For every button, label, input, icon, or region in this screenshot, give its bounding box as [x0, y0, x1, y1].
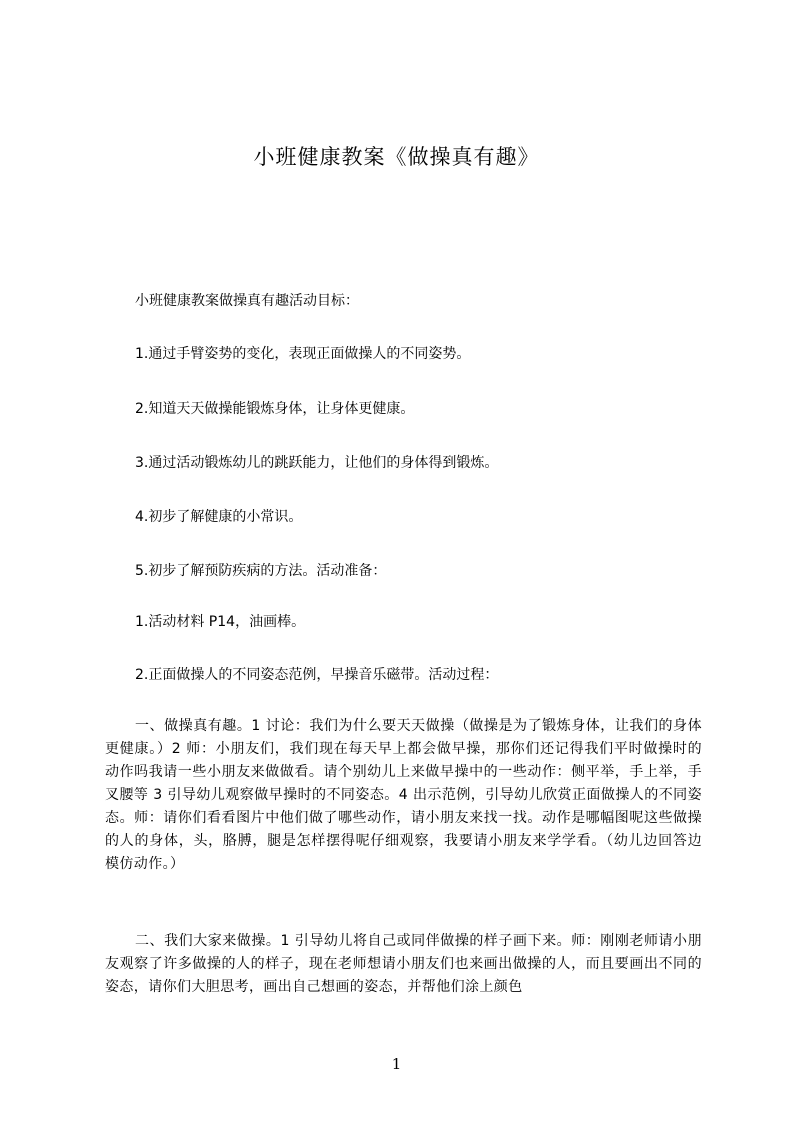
- goal-item-5: 5.初步了解预防疾病的方法。活动准备：: [135, 563, 387, 579]
- preparation-item-1: 1.活动材料 P14，油画棒。: [135, 614, 306, 630]
- goals-intro: 小班健康教案做操真有趣活动目标：: [135, 293, 359, 309]
- goal-item-1: 1.通过手臂姿势的变化，表现正面做操人的不同姿势。: [135, 346, 471, 362]
- preparation-item-2: 2.正面做操人的不同姿态范例，早操音乐磁带。活动过程：: [135, 667, 499, 683]
- process-paragraph-2: 二、我们大家来做操。1 引导幼儿将自己或同伴做操的样子画下来。师：刚刚老师请小朋友观察了许多做操的人的样子，现在老师想请小朋友们也来画出做操的人，而且要画出不同的姿态，请你们大胆思考，画出自己想画的姿态，并帮他们涂上颜色: [105, 933, 702, 995]
- goal-item-3: 3.通过活动锻炼幼儿的跳跃能力，让他们的身体得到锻炼。: [135, 455, 499, 471]
- document-title: 小班健康教案《做操真有趣》: [253, 145, 540, 169]
- page-number: 1: [391, 1055, 402, 1073]
- goal-item-4: 4.初步了解健康的小常识。: [135, 509, 303, 525]
- goal-item-2: 2.知道天天做操能锻炼身体，让身体更健康。: [135, 401, 415, 417]
- process-paragraph-1: 一、做操真有趣。1 讨论：我们为什么要天天做操（做操是为了锻炼身体，让我们的身体更健康。）2 师：小朋友们，我们现在每天早上都会做早操，那你们还记得我们平时做操时的动作吗我请一些小朋友来做做看。请个别幼儿上来做早操中的一些动作：侧平举，手上举，手叉腰等 3 引导幼儿观察做早操时的不同姿态。4 出示范例，引导幼儿欣赏正面做操人的不同姿态。师：请你们看看图片中他们做了哪些动作，请小朋友来找一找。动作是哪幅图呢这些做操的人的身体，头，胳膊，腿是怎样摆得呢仔细观察，我要请小朋友来学学看。（幼儿边回答边模仿动作。）: [105, 718, 702, 872]
